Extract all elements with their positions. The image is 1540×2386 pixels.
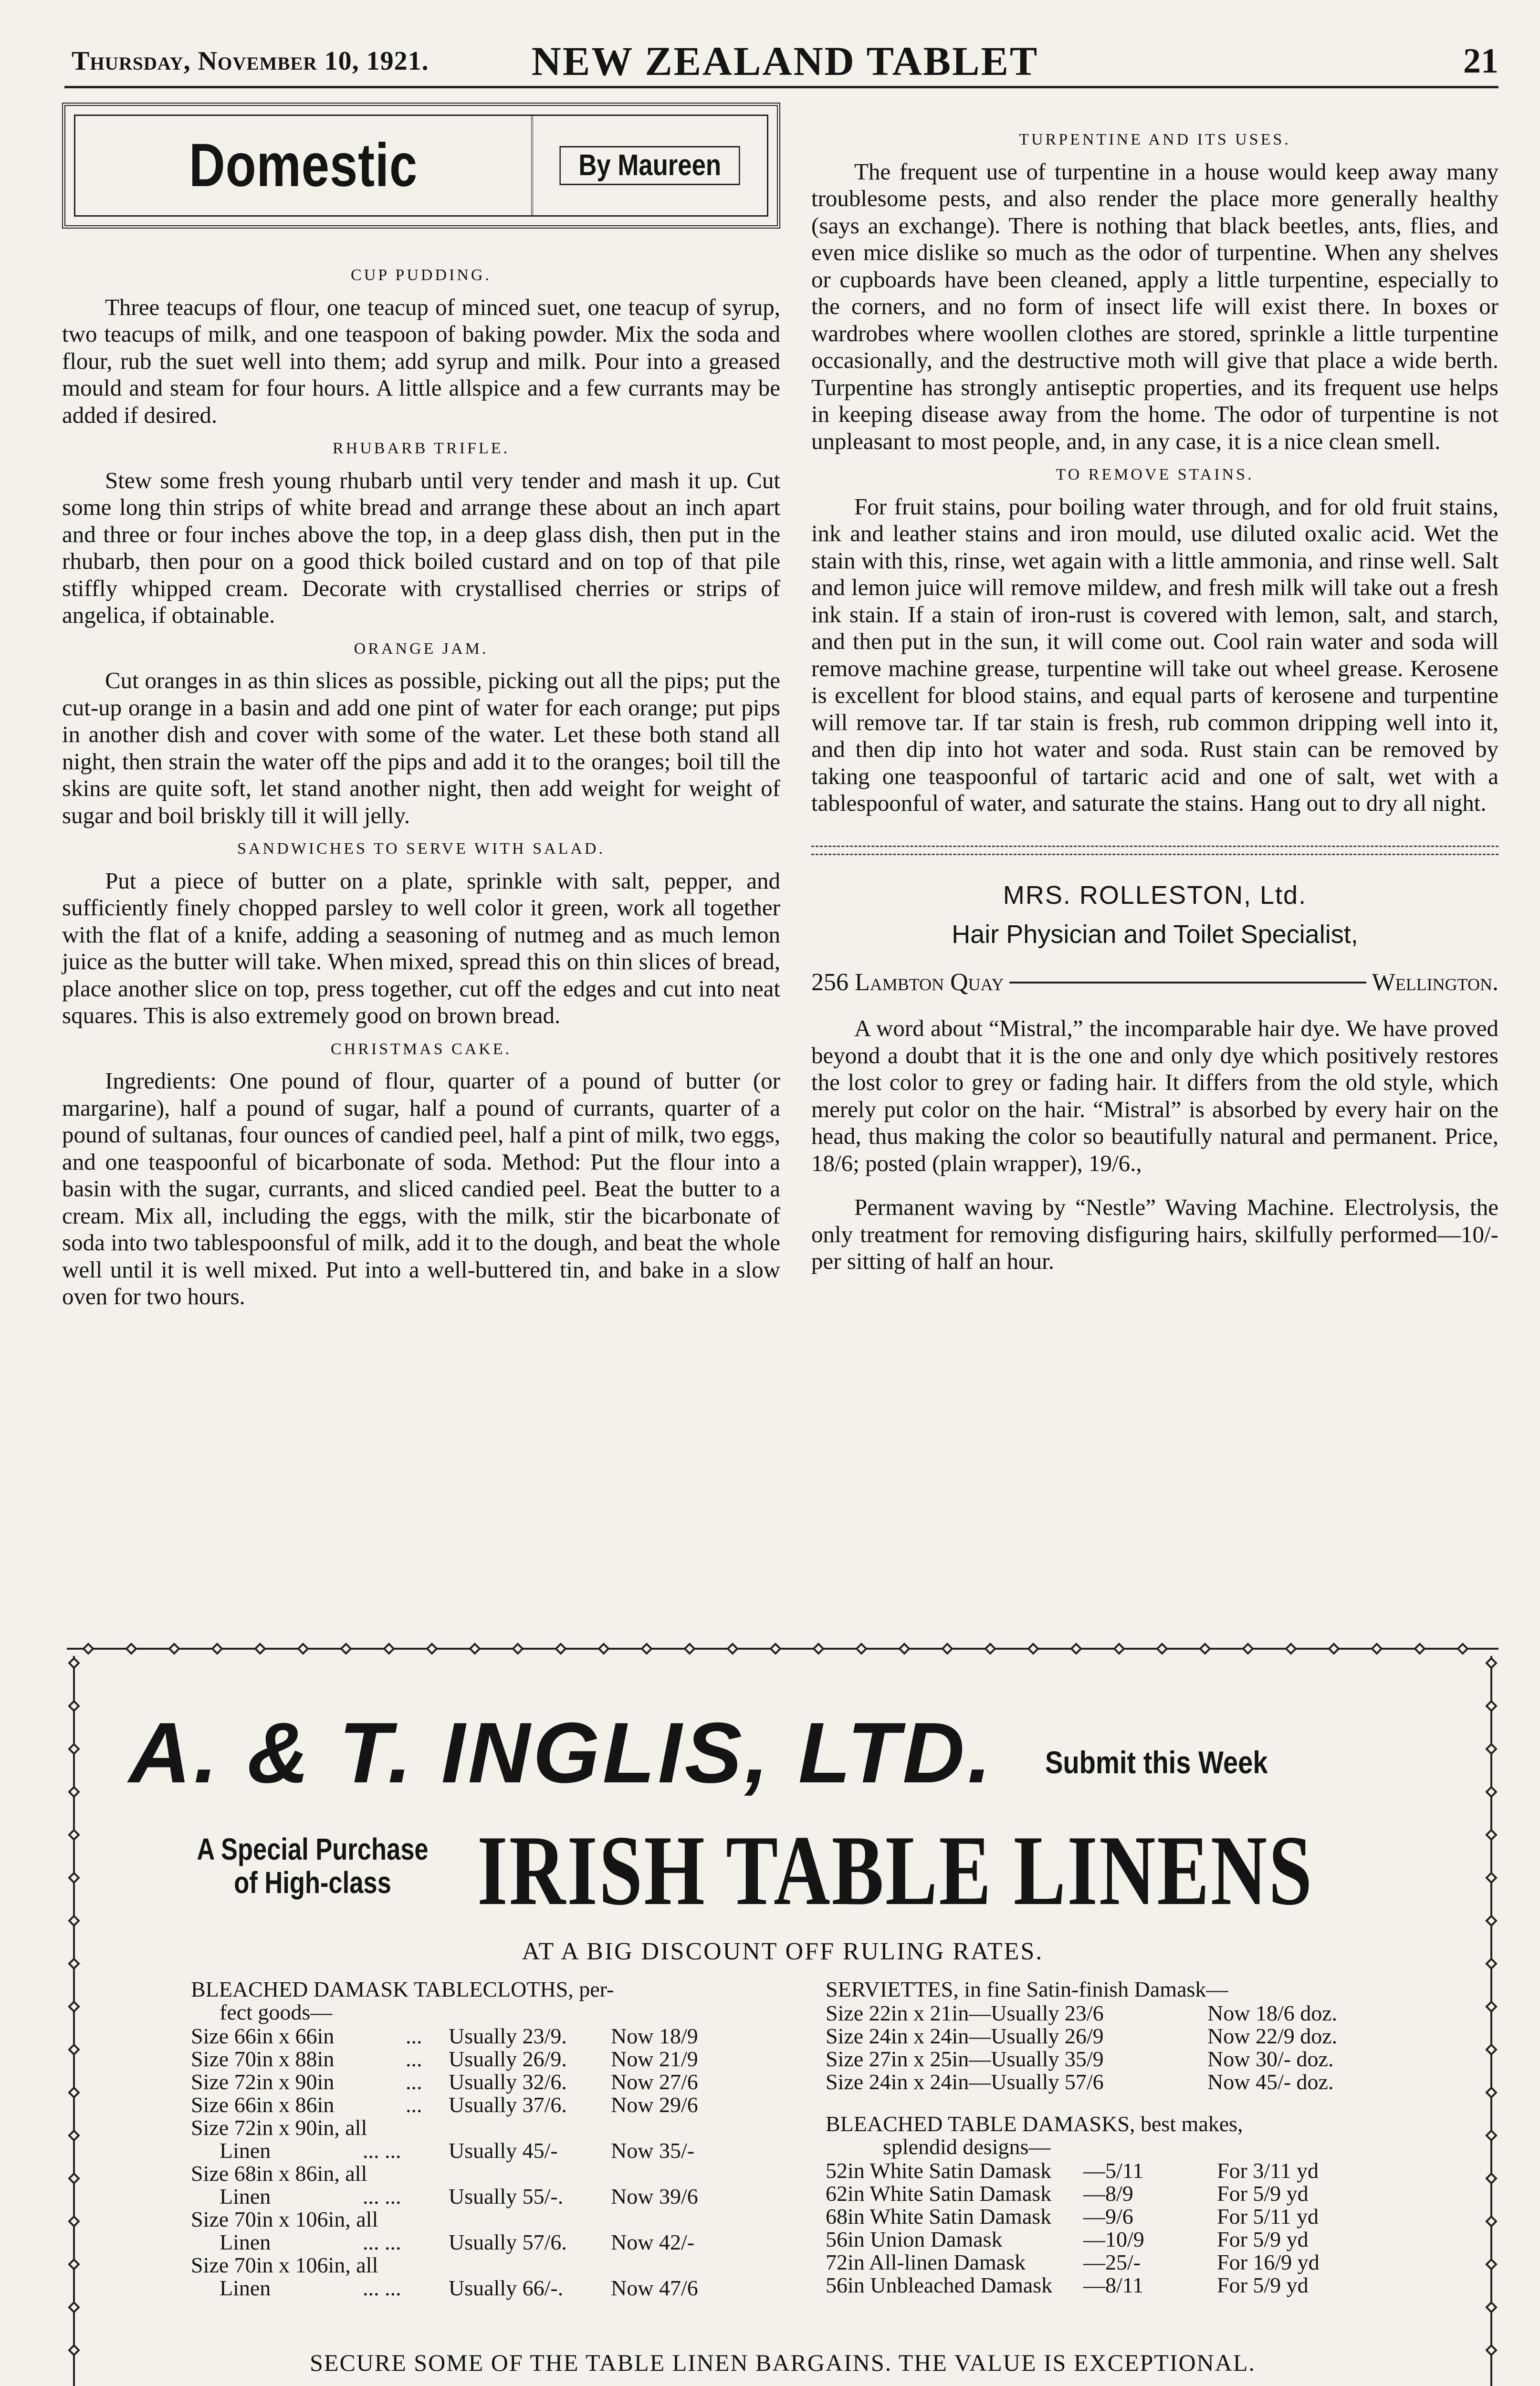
rolleston-advert — [811, 882, 1498, 1275]
issue-date: Thursday, November 10, 1921. — [72, 46, 429, 76]
recipe-heading: CUP PUDDING. — [351, 266, 492, 284]
list-heading: BLEACHED TABLE DAMASKS, best makes, splendid designs— — [826, 2112, 1243, 2159]
recipe-heading: SANDWICHES TO SERVE WITH SALAD. — [237, 840, 605, 858]
list-item: Size 70in x 88in ... Usually 26/9. Now 21/9 — [191, 2047, 698, 2071]
inglis-brand: A. & T. INGLIS, LTD. — [129, 1705, 995, 1801]
rolleston-subtitle: Hair Physician and Toilet Specialist, — [952, 920, 1358, 949]
list-item: 62in White Satin Damask —8/9 For 5/9 yd — [826, 2181, 1309, 2206]
article-heading: TURPENTINE AND ITS USES. — [1019, 131, 1291, 148]
list-item: Linen ... ... Usually 57/6. Now 42/- — [220, 2230, 695, 2254]
article-body: For fruit stains, pour boiling water through, and for old fruit stains, ink and leather stains and iron mould, use diluted oxalic acid. Wet the stain with this, rinse, wet again with a little ammonia, and rinse well. Salt and lemon juice will remove mildew, and fresh milk will take out a fresh ink stain. If a stain of iron-rust is covered with lemon, salt, and starch, and then put in the sun, it will come out. Cool rain water and soda will remove machine grease, turpentine will take out wheel grease. Kerosene is excellent for blood stains, and equal parts of kerosene and turpentine will remove tar. If tar stain is fresh, rub common dripping well into it, and then dip into hot water and soda. Rust stain can be removed by taking one teaspoonful of tartaric acid and one of salt, wet with a tablespoonful of water, and saturate the stains. Hang out to dry all night. — [811, 493, 1498, 816]
list-item: Linen ... ... Usually 45/- Now 35/- — [220, 2138, 695, 2163]
list-heading: SERVIETTES, in fine Satin-finish Damask— — [826, 1977, 1228, 2001]
list-item: 72in All-linen Damask —25/- For 16/9 yd — [826, 2250, 1320, 2274]
serviette-damask-list — [826, 1978, 1446, 2297]
section-divider — [811, 846, 1498, 855]
domestic-title: Domestic — [189, 131, 418, 199]
list-item: 56in Unbleached Damask —8/11 For 5/9 yd — [826, 2273, 1309, 2297]
newspaper-title: NEW ZEALAND TABLET — [531, 38, 1039, 84]
address-street: 256 Lambton Quay — [811, 968, 1004, 996]
secure-line: SECURE SOME OF THE TABLE LINEN BARGAINS. THE VALUE IS EXCEPTIONAL. — [310, 2349, 1256, 2376]
address-city: Wellington. — [1372, 968, 1498, 996]
recipe-body: Stew some fresh young rhubarb until very tender and mash it up. Cut some long thin strips of white bread and arrange these about an inch apart and three or four inches above the top, in a deep glass dish, then put in the rhubarb, then pour on a good thick boiled custard and on top of that pile stiffly whipped cream. Decorate with crystallised cherries or strips of angelica, if obtainable. — [62, 467, 780, 628]
recipe-body: Put a piece of butter on a plate, sprinkle with salt, pepper, and sufficiently finely chopped parsley to well color it green, work all together with the flat of a knife, adding a seasoning of nutmeg and as much lemon juice as the butter will take. When mixed, spread this on thin slices of bread, place another slice on top, press together, cut off the edges and cut into neat squares. This is also extremely good on brown bread. — [62, 867, 780, 1028]
list-item: Size 66in x 86in ... Usually 37/6. Now 29/6 — [191, 2093, 698, 2117]
list-item: Linen ... ... Usually 66/-. Now 47/6 — [220, 2276, 698, 2300]
list-item: Size 24in x 24in—Usually 26/9 Now 22/9 doz. — [826, 2024, 1338, 2048]
special-purchase: A Special Purchase of High-class — [197, 1832, 429, 1900]
list-item: Size 66in x 66in ... Usually 23/9. Now 18/9 — [191, 2024, 698, 2048]
recipe-heading: ORANGE JAM. — [354, 639, 489, 658]
rolleston-paragraph: Permanent waving by “Nestle” Waving Machine. Electrolysis, the only treatment for removing disfiguring hairs, skilfully performed—10/- per sitting of half an hour. — [811, 1194, 1498, 1274]
recipe-body: Three teacups of flour, one teacup of minced suet, one teacup of syrup, two teacups of milk, and one teaspoon of baking powder. Mix the soda and flour, rub the suet well into them; add syrup and milk. Pour into a greased mould and steam for four hours. A little allspice and a few currants may be added if desired. — [62, 293, 780, 428]
headline: IRISH TABLE LINENS — [477, 1815, 1314, 1926]
right-column — [811, 103, 1498, 1292]
left-column — [62, 103, 780, 1310]
article-heading: TO REMOVE STAINS. — [1056, 466, 1254, 483]
running-head — [72, 37, 1498, 85]
page-number: 21 — [1463, 42, 1498, 81]
list-item: 68in White Satin Damask —9/6 For 5/11 yd — [826, 2204, 1319, 2229]
article-body: The frequent use of turpentine in a house would keep away many troublesome pests, and also render the place more generally healthy (says an exchange). There is nothing that black beetles, ants, flies, and even mice dislike so much as the odor of turpentine. When any shelves or cupboards have been cleaned, apply a little turpentine, especially to the corners, and no form of insect life will exist there. In boxes or wardrobes where woollen clothes are stored, sprinkle a little turpentine occasionally, and the destructive moth will give that place a wide berth. Turpentine has strongly antiseptic properties, and its frequent use helps in keeping disease away from the home. The odor of turpentine is not unpleasant to most people, and, in any case, it is a nice clean smell. — [811, 158, 1498, 454]
domestic-heading-box — [62, 103, 780, 229]
tablecloth-list: BLEACHED DAMASK TABLECLOTHS, per- fect goods— Size 66in x 66in ... Usually 23/9. Now 18/9 Size 70in x 88in ... Usually 26/9. Now 21/9 Size 72in x 90in ... Usually 32/6. Now 27/6 Size 66in x 86in ... Usually 37/6. Now 29/6 Size 72in x 90in, all Linen ... ... Usually 45/- Now 35/- Size 68in x 86in, all Linen ... ... Usually 55/-. Now 39/6 Size 70in x 106in, all Linen ... ... Usually 57/6. Now 42/- Size 70in x 106in, all Linen ... ... Usually 66/-. Now 47/6 — [191, 1978, 802, 2300]
list-item: Linen ... ... Usually 55/-. Now 39/6 — [220, 2184, 698, 2208]
list-item: Size 22in x 21in—Usually 23/6 Now 18/6 doz. — [826, 2001, 1338, 2025]
rolleston-name: MRS. ROLLESTON, Ltd. — [1003, 880, 1307, 910]
discount-line: AT A BIG DISCOUNT OFF RULING RATES. — [522, 1938, 1044, 1965]
recipe-heading: RHUBARB TRIFLE. — [333, 440, 510, 457]
list-heading: BLEACHED DAMASK TABLECLOTHS, per- fect goods— — [191, 1977, 614, 2024]
submit-tagline: Submit this Week — [1045, 1745, 1268, 1780]
byline: By Maureen — [560, 146, 741, 186]
recipe-body: Ingredients: One pound of flour, quarter of a pound of butter (or margarine), half a pound of sugar, half a pound of currants, quarter of a pound of sultanas, four ounces of candied peel, half a pint of milk, two eggs, and one teaspoonful of bicarbonate of soda. Method: Put the flour into a basin with the sugar, currants, and sliced candied peel. Beat the butter to a cream. Mix all, including the eggs, with the milk, stir the bicarbonate of soda into two tablespoonsful of milk, add it to the dough, and beat the whole well until it is well mixed. Put into a well-buttered tin, and bake in a slow oven for two hours. — [62, 1067, 780, 1309]
recipe-body: Cut oranges in as thin slices as possible, picking out all the pips; put the cut-up orange in a basin and add one pint of water for each orange; put pips in another dish and cover with some of the water. Let these both stand all night, then strain the water off the pips and add it to the oranges; boil till the skins are quite soft, let stand another night, then add weight for weight of sugar and boil briskly till it will jelly. — [62, 667, 780, 828]
rolleston-paragraph: A word about “Mistral,” the incomparable hair dye. We have proved beyond a doubt that it is the one and only dye which positively restores the lost color to grey or fading hair. It differs from the old style, which merely put color on the hair. “Mistral” is absorbed by every hair on the head, thus making the color so beautifully natural and permanent. Price, 18/6; posted (plain wrapper), 19/6., — [811, 1015, 1498, 1176]
recipe-heading: CHRISTMAS CAKE. — [330, 1040, 512, 1058]
list-item: 56in Union Damask —10/9 For 5/9 yd — [826, 2227, 1309, 2251]
header-rule — [64, 86, 1498, 88]
inglis-advert — [67, 1642, 1498, 2386]
list-item: 52in White Satin Damask —5/11 For 3/11 yd — [826, 2158, 1319, 2183]
rolleston-address — [811, 969, 1498, 996]
list-item: Size 24in x 24in—Usually 57/6 Now 45/- doz. — [826, 2070, 1334, 2094]
list-item: Size 72in x 90in ... Usually 32/6. Now 27/6 — [191, 2070, 698, 2094]
list-item: Size 27in x 25in—Usually 35/9 Now 30/- doz. — [826, 2047, 1334, 2071]
